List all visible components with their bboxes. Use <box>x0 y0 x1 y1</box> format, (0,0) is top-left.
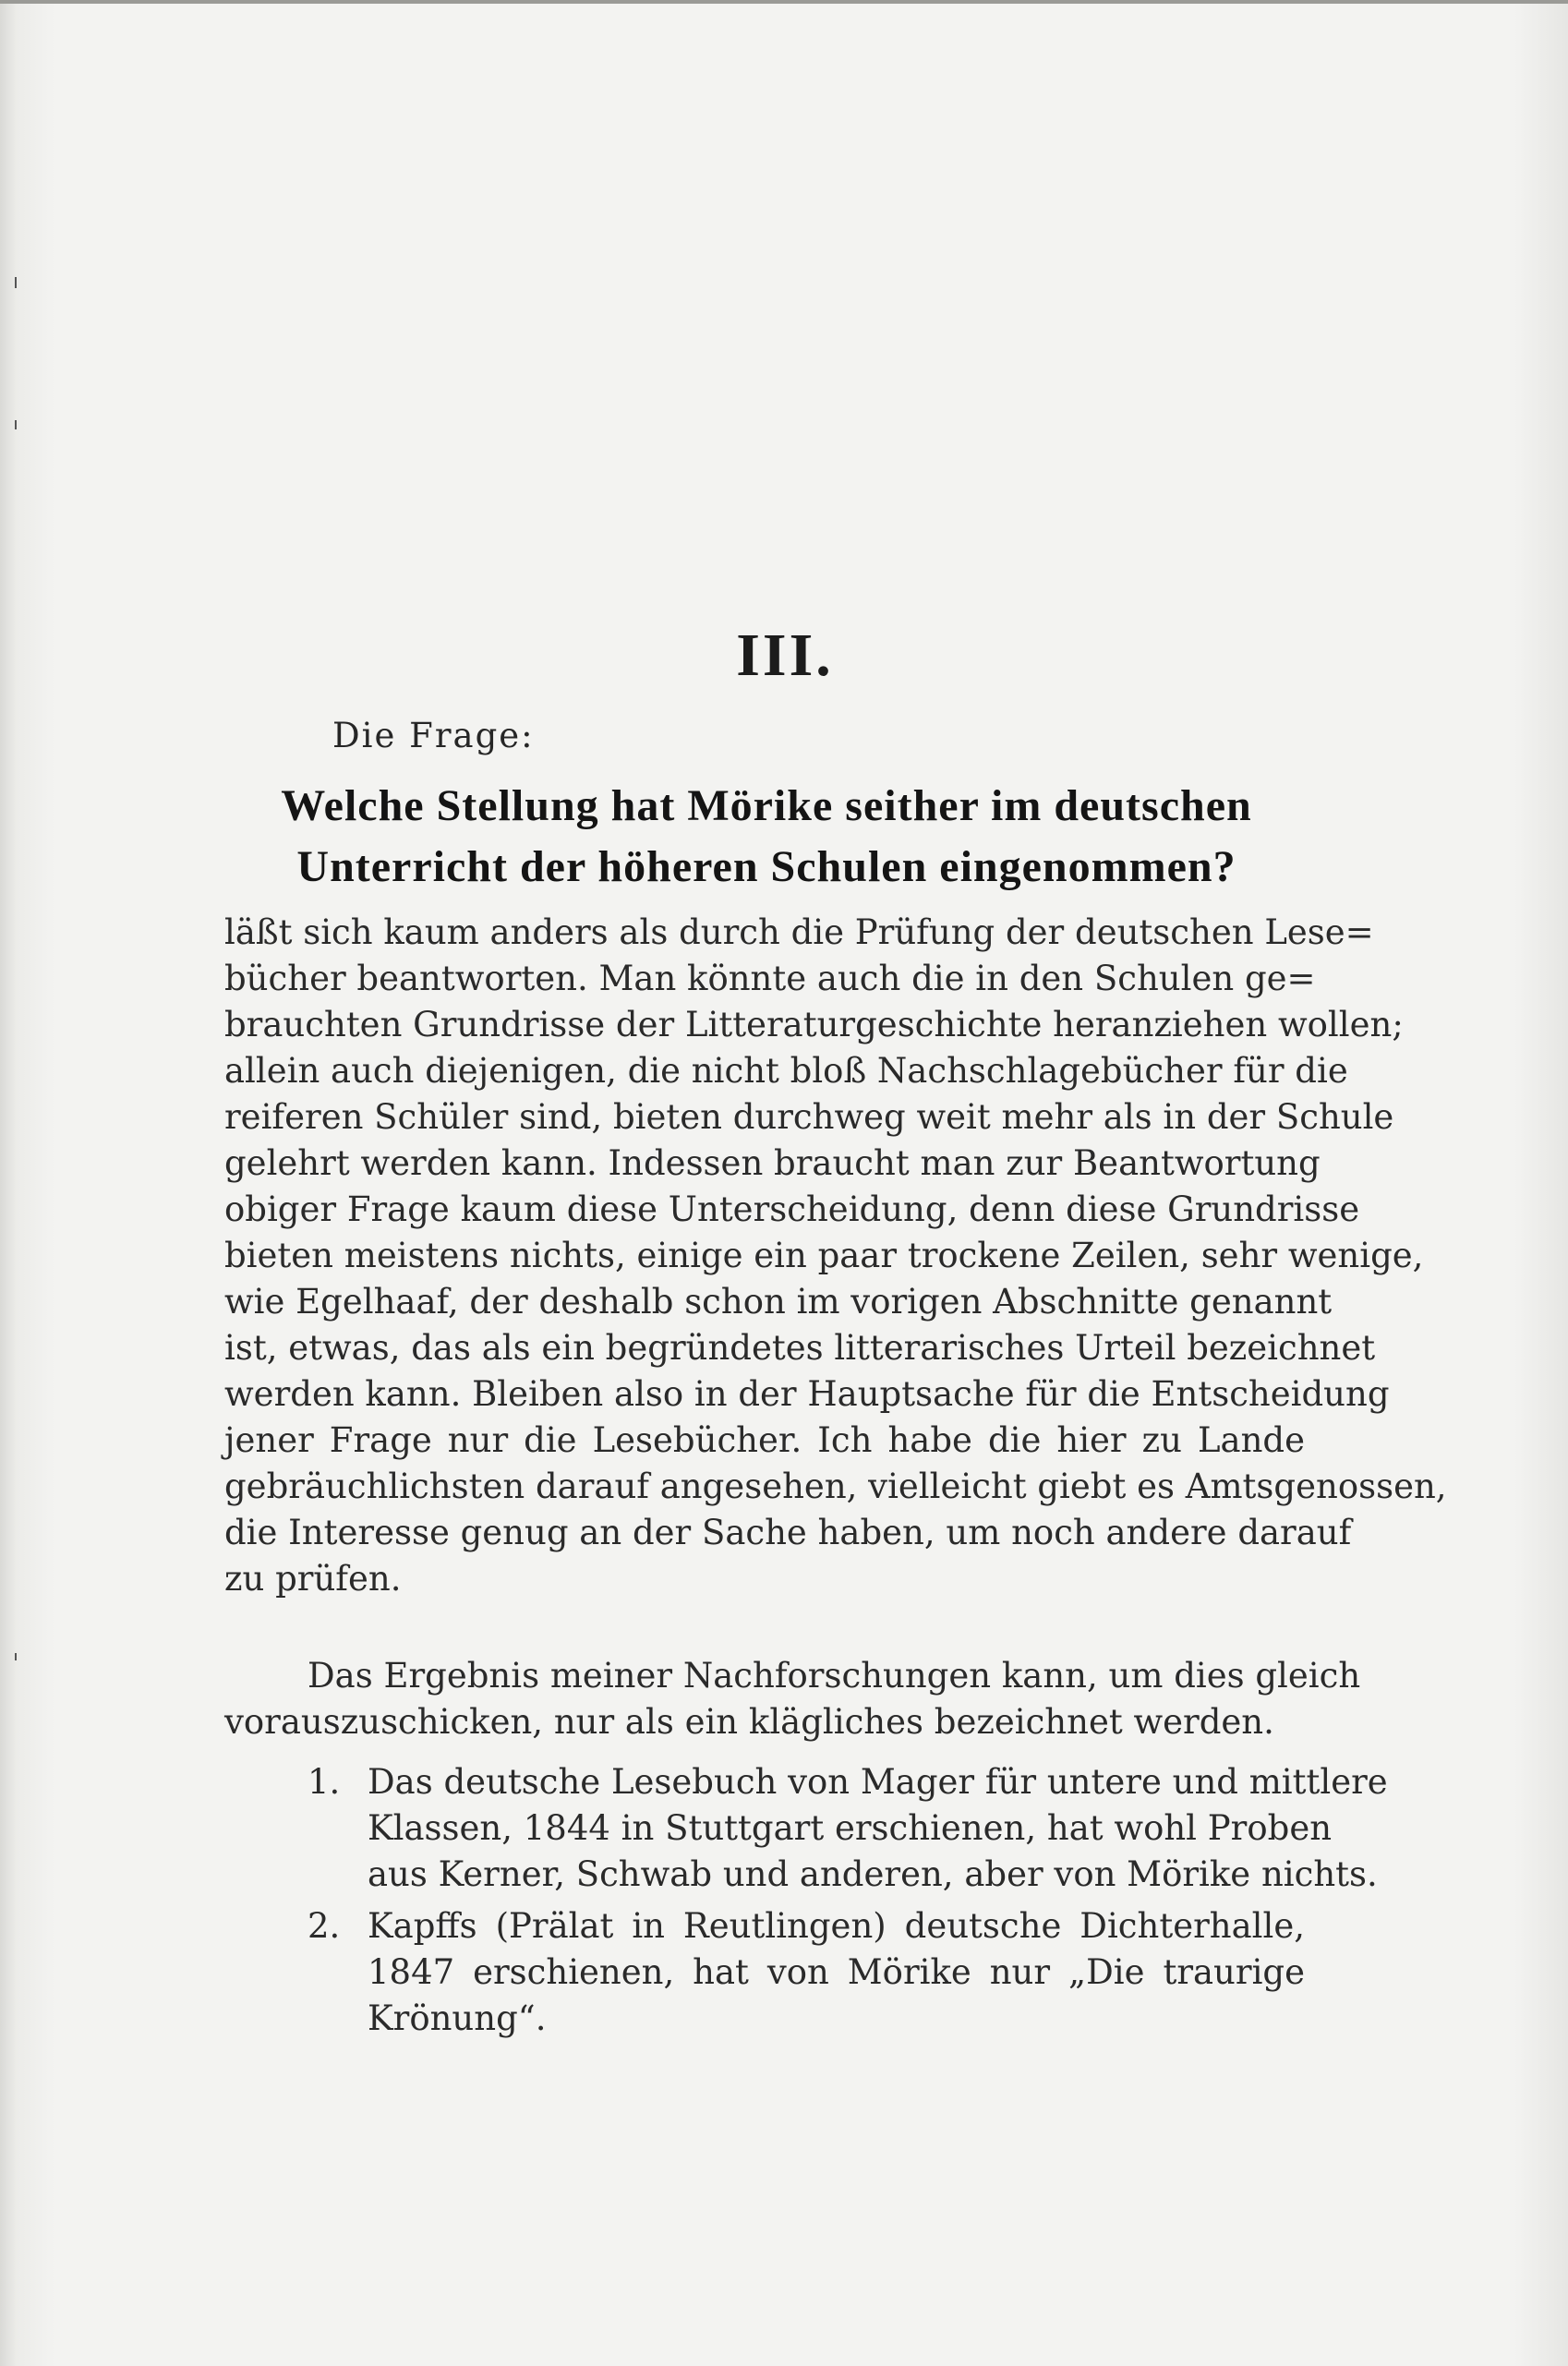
scan-artifact-mark <box>15 420 17 429</box>
paragraph-line: reiferen Schüler sind, bieten durchweg weit mehr als in der Schule <box>224 1097 1394 1137</box>
paragraph-line: obiger Frage kaum diese Unterscheidung, denn diese Grundrisse <box>224 1189 1360 1229</box>
paragraph-line: Das Ergebnis meiner Nachforschungen kann, um dies gleich <box>308 1656 1361 1696</box>
paragraph-1 <box>224 910 1447 1602</box>
paragraph-line: die Interesse genug an der Sache haben, um noch andere darauf <box>224 1513 1352 1552</box>
list-line: Klassen, 1844 in Stuttgart erschienen, hat wohl Proben <box>368 1808 1333 1848</box>
paragraph-line: zu prüfen. <box>224 1559 402 1599</box>
list-line: Das deutsche Lesebuch von Mager für untere und mittlere <box>368 1762 1388 1802</box>
paragraph-line: werden kann. Bleiben also in der Hauptsache für die Entscheidung <box>224 1374 1390 1414</box>
scan-artifact-mark <box>15 277 17 288</box>
paragraph-line: läßt sich kaum anders als durch die Prüfung der deutschen Lese= <box>224 912 1374 952</box>
list-line: Kapffs (Prälat in Reutlingen) deutsche Dichterhalle, <box>368 1906 1305 1946</box>
paragraph-line: gebräuchlichsten darauf angesehen, vielleicht giebt es Amtsgenossen, <box>224 1467 1447 1506</box>
list-item-text <box>368 1759 1388 1898</box>
list-line: 1847 erschienen, hat von Mörike nur „Die traurige <box>368 1952 1305 1992</box>
chapter-numeral: III. <box>736 622 834 689</box>
intro-text: Die Frage: <box>332 716 535 755</box>
heading-line-1: Welche Stellung hat Mörike seither im deutschen <box>281 781 1252 830</box>
list-item <box>224 1759 1388 1898</box>
paragraph-line: allein auch diejenigen, die nicht bloß Nachschlagebücher für die <box>224 1051 1348 1091</box>
paragraph-line: ist, etwas, das als ein begründetes litterarisches Urteil bezeichnet <box>224 1328 1376 1368</box>
paragraph-line: brauchten Grundrisse der Litteraturgeschichte heranziehen wollen; <box>224 1005 1404 1044</box>
list-number: 1. <box>308 1762 341 1802</box>
list-line: aus Kerner, Schwab und anderen, aber von Mörike nichts. <box>368 1854 1378 1894</box>
list-item <box>224 1903 1305 2042</box>
list-item-text <box>368 1903 1305 2042</box>
list-number: 2. <box>308 1906 341 1946</box>
paragraph-line: vorauszuschicken, nur als ein klägliches bezeichnet werden. <box>224 1702 1274 1742</box>
scan-artifact-mark <box>15 1653 17 1660</box>
paragraph-2 <box>224 1653 1361 1745</box>
heading-line-2: Unterricht der höheren Schulen eingenommen? <box>296 842 1236 891</box>
paragraph-line: jener Frage nur die Lesebücher. Ich habe die hier zu Lande <box>224 1420 1305 1460</box>
paragraph-line: bieten meistens nichts, einige ein paar trockene Zeilen, sehr wenige, <box>224 1236 1424 1275</box>
numbered-list <box>224 1759 1388 2047</box>
paragraph-line: bücher beantworten. Man könnte auch die in den Schulen ge= <box>224 959 1316 998</box>
section-heading <box>212 776 1321 898</box>
paragraph-line: wie Egelhaaf, der deshalb schon im vorigen Abschnitte genannt <box>224 1282 1333 1322</box>
paragraph-line: gelehrt werden kann. Indessen braucht man zur Beantwortung <box>224 1143 1321 1183</box>
list-line: Krönung“. <box>368 1998 547 2038</box>
